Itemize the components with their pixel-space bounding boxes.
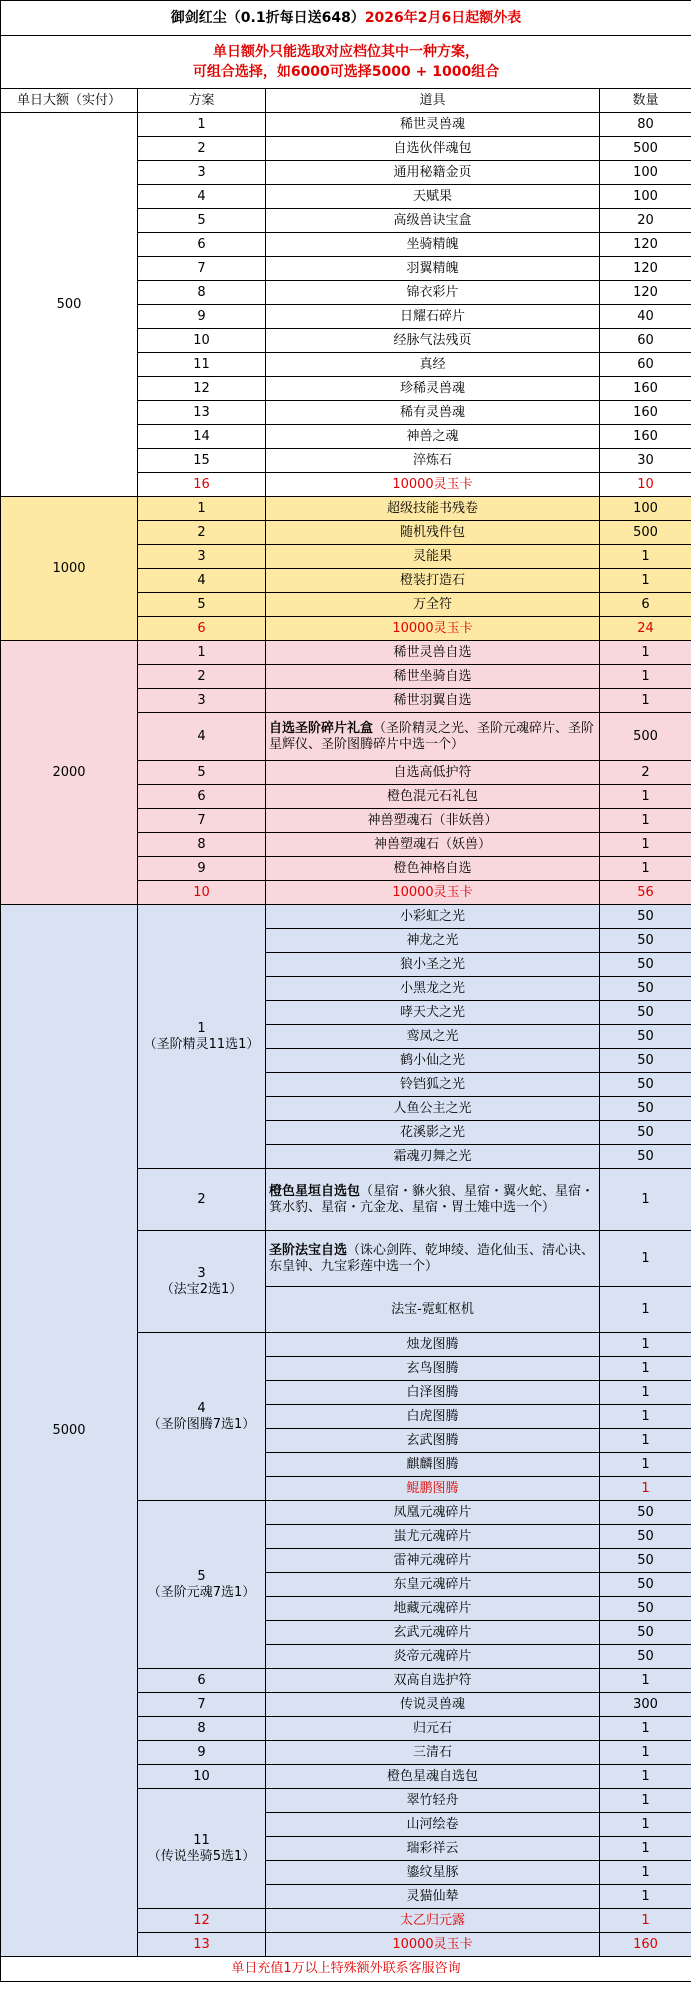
plan-number: 4	[138, 185, 266, 209]
quantity-cell: 100	[600, 161, 691, 185]
item-cell: 超级技能书残卷	[266, 497, 600, 521]
plan-number	[138, 1789, 266, 1909]
quantity-cell: 1	[600, 665, 691, 689]
quantity-cell: 120	[600, 233, 691, 257]
item-cell: 橙装打造石	[266, 569, 600, 593]
quantity-cell: 1	[600, 1405, 691, 1429]
item-cell: 玄武图腾	[266, 1429, 600, 1453]
quantity-cell: 1	[600, 545, 691, 569]
quantity-cell: 50	[600, 953, 691, 977]
item-cell: 白虎图腾	[266, 1405, 600, 1429]
plan-number	[138, 1333, 266, 1501]
plan-number: 8	[138, 1717, 266, 1741]
item-cell: 10000灵玉卡	[266, 881, 600, 905]
quantity-cell: 50	[600, 977, 691, 1001]
item-cell: 日耀石碎片	[266, 305, 600, 329]
footer-note: 单日充值1万以上特殊额外联系客服咨询	[1, 1957, 691, 1982]
quantity-cell: 1	[600, 569, 691, 593]
quantity-cell: 300	[600, 1693, 691, 1717]
item-cell: 真经	[266, 353, 600, 377]
plan-number	[138, 1501, 266, 1669]
quantity-cell: 1	[600, 1453, 691, 1477]
plan-number: 8	[138, 281, 266, 305]
quantity-cell: 1	[600, 1429, 691, 1453]
quantity-cell: 1	[600, 1885, 691, 1909]
quantity-cell: 50	[600, 1025, 691, 1049]
quantity-cell: 1	[600, 1909, 691, 1933]
quantity-cell: 1	[600, 1477, 691, 1501]
item-cell: 鸾凤之光	[266, 1025, 600, 1049]
quantity-cell: 160	[600, 425, 691, 449]
plan-number: 4	[138, 713, 266, 761]
plan-number: 7	[138, 809, 266, 833]
plan-number: 5	[138, 761, 266, 785]
rule-notice-line1: 单日额外只能选取对应档位其中一种方案，	[213, 44, 480, 60]
item-cell: 通用秘籍金页	[266, 161, 600, 185]
item-cell: 蚩尤元魂碎片	[266, 1525, 600, 1549]
item-cell: 橙色星魂自选包	[266, 1765, 600, 1789]
plan-number: 10	[138, 1765, 266, 1789]
plan-number: 6	[138, 785, 266, 809]
plan-number: 6	[138, 617, 266, 641]
quantity-cell: 80	[600, 113, 691, 137]
plan-id: 3	[197, 1265, 206, 1281]
quantity-cell: 1	[600, 1381, 691, 1405]
quantity-cell: 50	[600, 1525, 691, 1549]
item-name-bold: 橙色星垣自选包	[269, 1183, 361, 1199]
plan-number: 5	[138, 593, 266, 617]
quantity-cell: 100	[600, 497, 691, 521]
plan-number: 1	[138, 113, 266, 137]
quantity-cell: 1	[600, 833, 691, 857]
quantity-cell: 50	[600, 1573, 691, 1597]
item-cell: 灵能果	[266, 545, 600, 569]
plan-number: 1	[138, 497, 266, 521]
plan-note: （圣阶精灵11选1）	[143, 1036, 260, 1052]
item-cell: 神龙之光	[266, 929, 600, 953]
plan-number: 9	[138, 1741, 266, 1765]
item-cell: 三清石	[266, 1741, 600, 1765]
item-cell: 10000灵玉卡	[266, 473, 600, 497]
quantity-cell: 50	[600, 1049, 691, 1073]
quantity-cell: 1	[600, 1169, 691, 1231]
quantity-cell: 160	[600, 401, 691, 425]
plan-id: 2	[197, 1191, 206, 1207]
item-cell: 神兽之魂	[266, 425, 600, 449]
item-cell: 高级兽诀宝盒	[266, 209, 600, 233]
quantity-cell: 1	[600, 785, 691, 809]
table-row	[1, 113, 691, 137]
plan-number: 12	[138, 377, 266, 401]
item-cell: 稀有灵兽魂	[266, 401, 600, 425]
plan-number: 16	[138, 473, 266, 497]
quantity-cell: 1	[600, 1333, 691, 1357]
quantity-cell: 1	[600, 1837, 691, 1861]
quantity-cell: 50	[600, 1097, 691, 1121]
quantity-cell: 50	[600, 1121, 691, 1145]
quantity-cell: 60	[600, 329, 691, 353]
header-amount: 单日大额（实付）	[1, 89, 138, 113]
item-cell: 炎帝元魂碎片	[266, 1645, 600, 1669]
item-description: （圣阶精灵之光、圣阶元魂碎片、圣阶星辉仪、圣阶图腾碎片中选一个）	[269, 720, 595, 752]
quantity-cell: 1	[600, 641, 691, 665]
item-cell: 雷神元魂碎片	[266, 1549, 600, 1573]
item-cell: 太乙归元露	[266, 1909, 600, 1933]
quantity-cell: 50	[600, 1549, 691, 1573]
item-cell: 霜魂刃舞之光	[266, 1145, 600, 1169]
plan-note: （圣阶元魂7选1）	[147, 1584, 256, 1600]
item-cell: 烛龙图腾	[266, 1333, 600, 1357]
plan-number: 13	[138, 1933, 266, 1957]
item-cell: 小彩虹之光	[266, 905, 600, 929]
item-cell: 坐骑精魄	[266, 233, 600, 257]
plan-number: 13	[138, 401, 266, 425]
item-cell: 稀世灵兽魂	[266, 113, 600, 137]
item-cell: 稀世羽翼自选	[266, 689, 600, 713]
plan-number: 2	[138, 665, 266, 689]
plan-number	[138, 1231, 266, 1333]
item-description: （星宿・貅火狼、星宿・翼火蛇、星宿・箕水豹、星宿・亢金龙、星宿・胃土雉中选一个）	[269, 1183, 595, 1215]
item-cell: 自选高低护符	[266, 761, 600, 785]
item-cell: 锦衣彩片	[266, 281, 600, 305]
tier-amount: 5000	[1, 905, 138, 1957]
plan-number: 15	[138, 449, 266, 473]
plan-number: 7	[138, 1693, 266, 1717]
item-cell: 玄武元魂碎片	[266, 1621, 600, 1645]
tier-amount: 1000	[1, 497, 138, 641]
item-cell: 双高自选护符	[266, 1669, 600, 1693]
plan-number: 14	[138, 425, 266, 449]
plan-number: 3	[138, 689, 266, 713]
item-cell: 传说灵兽魂	[266, 1693, 600, 1717]
quantity-cell: 20	[600, 209, 691, 233]
item-cell: 羽翼精魄	[266, 257, 600, 281]
quantity-cell: 50	[600, 1645, 691, 1669]
quantity-cell: 50	[600, 1073, 691, 1097]
item-cell: 自选伙伴魂包	[266, 137, 600, 161]
quantity-cell: 60	[600, 353, 691, 377]
item-cell: 神兽塑魂石（妖兽）	[266, 833, 600, 857]
quantity-cell: 10	[600, 473, 691, 497]
table-row	[1, 641, 691, 665]
plan-number: 11	[138, 353, 266, 377]
item-cell: 橙色神格自选	[266, 857, 600, 881]
quantity-cell: 6	[600, 593, 691, 617]
rule-notice-line2: 可组合选择，如6000可选择5000 + 1000组合	[192, 64, 500, 80]
item-name-bold: 圣阶法宝自选	[269, 1242, 348, 1258]
item-cell: 凤凰元魂碎片	[266, 1501, 600, 1525]
quantity-cell: 1	[600, 1861, 691, 1885]
quantity-cell: 50	[600, 929, 691, 953]
quantity-cell: 24	[600, 617, 691, 641]
quantity-cell: 2	[600, 761, 691, 785]
quantity-cell: 500	[600, 713, 691, 761]
plan-id: 4	[197, 1400, 206, 1416]
quantity-cell: 160	[600, 1933, 691, 1957]
quantity-cell: 1	[600, 1669, 691, 1693]
quantity-cell: 30	[600, 449, 691, 473]
item-cell: 鲲鹏图腾	[266, 1477, 600, 1501]
table-title	[1, 1, 691, 36]
plan-id: 5	[197, 1568, 206, 1584]
plan-note: （圣阶图腾7选1）	[147, 1416, 256, 1432]
item-cell	[266, 1231, 600, 1287]
item-cell: 万全符	[266, 593, 600, 617]
item-cell: 小黑龙之光	[266, 977, 600, 1001]
item-cell	[266, 713, 600, 761]
header-quantity: 数量	[600, 89, 691, 113]
plan-number: 2	[138, 521, 266, 545]
quantity-cell: 1	[600, 1287, 691, 1333]
quantity-cell: 1	[600, 1357, 691, 1381]
quantity-cell: 50	[600, 1145, 691, 1169]
item-cell: 铃铛狐之光	[266, 1073, 600, 1097]
quantity-cell: 50	[600, 1001, 691, 1025]
item-name-bold: 自选圣阶碎片礼盒	[269, 720, 374, 736]
quantity-cell: 40	[600, 305, 691, 329]
plan-number	[138, 905, 266, 1169]
quantity-cell: 500	[600, 521, 691, 545]
item-cell: 地藏元魂碎片	[266, 1597, 600, 1621]
plan-number: 10	[138, 881, 266, 905]
quantity-cell: 160	[600, 377, 691, 401]
plan-number: 10	[138, 329, 266, 353]
plan-number: 7	[138, 257, 266, 281]
item-cell: 橙色混元石礼包	[266, 785, 600, 809]
item-cell: 鹤小仙之光	[266, 1049, 600, 1073]
plan-number: 5	[138, 209, 266, 233]
plan-id: 11	[193, 1832, 210, 1848]
plan-number	[138, 1169, 266, 1231]
item-cell: 鎏纹星豚	[266, 1861, 600, 1885]
item-cell: 麒麟图腾	[266, 1453, 600, 1477]
quantity-cell: 1	[600, 689, 691, 713]
title-date: 2026年2月6日起额外表	[364, 10, 522, 26]
quantity-cell: 1	[600, 1231, 691, 1287]
plan-note: （传说坐骑5选1）	[147, 1848, 256, 1864]
item-cell: 10000灵玉卡	[266, 617, 600, 641]
item-cell: 瑞彩祥云	[266, 1837, 600, 1861]
title-main: 御剑红尘（0.1折每日送648）	[170, 10, 365, 26]
quantity-cell: 1	[600, 1765, 691, 1789]
plan-number: 8	[138, 833, 266, 857]
item-cell	[266, 1169, 600, 1231]
quantity-cell: 1	[600, 857, 691, 881]
quantity-cell: 50	[600, 1621, 691, 1645]
item-description: （诛心剑阵、乾坤绫、造化仙玉、清心诀、东皇钟、九宝彩莲中选一个）	[269, 1242, 595, 1274]
rule-notice	[1, 36, 691, 89]
item-cell: 神兽塑魂石（非妖兽）	[266, 809, 600, 833]
item-cell: 归元石	[266, 1717, 600, 1741]
quantity-cell: 100	[600, 185, 691, 209]
table-row	[1, 497, 691, 521]
quantity-cell: 50	[600, 905, 691, 929]
plan-number: 1	[138, 641, 266, 665]
item-cell: 随机残件包	[266, 521, 600, 545]
plan-number: 3	[138, 545, 266, 569]
tier-amount: 2000	[1, 641, 138, 905]
plan-number: 12	[138, 1909, 266, 1933]
plan-number: 3	[138, 161, 266, 185]
quantity-cell: 50	[600, 1501, 691, 1525]
item-cell: 人鱼公主之光	[266, 1097, 600, 1121]
item-cell: 翠竹轻舟	[266, 1789, 600, 1813]
item-cell: 经脉气法残页	[266, 329, 600, 353]
item-cell: 稀世灵兽自选	[266, 641, 600, 665]
item-cell: 法宝-霓虹枢机	[266, 1287, 600, 1333]
quantity-cell: 500	[600, 137, 691, 161]
item-cell: 珍稀灵兽魂	[266, 377, 600, 401]
item-cell: 玄鸟图腾	[266, 1357, 600, 1381]
plan-id: 1	[197, 1020, 206, 1036]
quantity-cell: 1	[600, 1717, 691, 1741]
item-cell: 花溪影之光	[266, 1121, 600, 1145]
quantity-cell: 1	[600, 809, 691, 833]
plan-number: 9	[138, 305, 266, 329]
item-cell: 白泽图腾	[266, 1381, 600, 1405]
plan-number: 6	[138, 233, 266, 257]
plan-number: 9	[138, 857, 266, 881]
item-cell: 10000灵玉卡	[266, 1933, 600, 1957]
tier-amount: 500	[1, 113, 138, 497]
footer-row	[1, 1957, 691, 1982]
plan-number: 6	[138, 1669, 266, 1693]
plan-note: （法宝2选1）	[160, 1281, 243, 1297]
quantity-cell: 50	[600, 1597, 691, 1621]
item-cell: 淬炼石	[266, 449, 600, 473]
header-plan: 方案	[138, 89, 266, 113]
quantity-cell: 56	[600, 881, 691, 905]
quantity-cell: 1	[600, 1741, 691, 1765]
item-cell: 稀世坐骑自选	[266, 665, 600, 689]
plan-number: 4	[138, 569, 266, 593]
item-cell: 哮天犬之光	[266, 1001, 600, 1025]
item-cell: 灵猫仙辇	[266, 1885, 600, 1909]
item-cell: 东皇元魂碎片	[266, 1573, 600, 1597]
quantity-cell: 1	[600, 1789, 691, 1813]
plan-number: 2	[138, 137, 266, 161]
item-cell: 山河绘卷	[266, 1813, 600, 1837]
header-item: 道具	[266, 89, 600, 113]
table-row	[1, 905, 691, 929]
item-cell: 狼小圣之光	[266, 953, 600, 977]
quantity-cell: 1	[600, 1813, 691, 1837]
quantity-cell: 120	[600, 257, 691, 281]
quantity-cell: 120	[600, 281, 691, 305]
item-cell: 天赋果	[266, 185, 600, 209]
